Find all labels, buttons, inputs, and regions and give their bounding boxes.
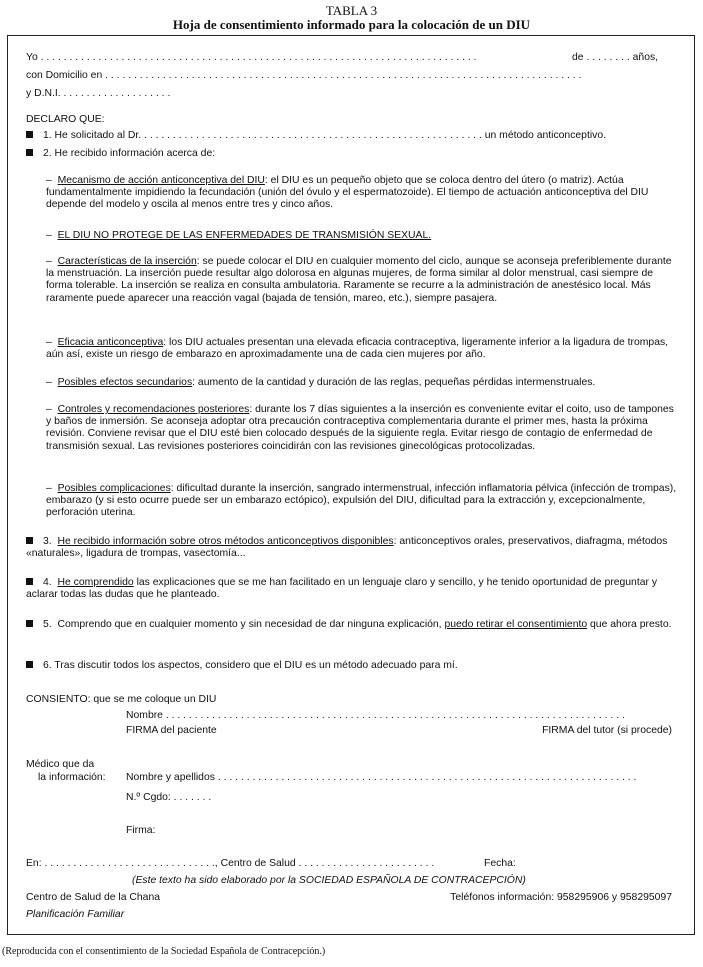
firma-medico-label: Firma:	[126, 825, 156, 836]
dash: –	[46, 404, 52, 415]
item-3-text: : anticonceptivos orales, preservativos, diafragma, métodos «naturales», ligadura de trompas, vasectomía...	[26, 536, 668, 560]
controles-text: : durante los 7 días siguientes a la inserción es conveniente evitar el coito, uso de tampones y baños de inmersión. Se aconseja adoptar otra precaución contraceptiva complementaria durante el primer mes, hasta la próxima revisión. Conviene revisar que el DIU esté bien colocado después de la siguiente regla. Evitar riesgo de contagio de enfermedad de transmisión sexual. Las revisiones posteriores coincidirán con las revisiones ginecológicas protocolizadas.	[46, 404, 674, 452]
item-1	[26, 129, 606, 142]
item-5-text-end: que ahora presto.	[587, 619, 672, 630]
age-line: de . . . . . . . . años,	[572, 52, 659, 63]
domicilio-line: con Domicilio en . . . . . . . . . . . . . . . . . . . . . . . . . . . . . . . . . . . . . . . . . . . . . . . . . . . . . . . . . . . . . . . . . . . . . . . . . . . . . . . . . . .	[26, 70, 582, 81]
dash: –	[46, 256, 52, 267]
dash: –	[46, 230, 52, 241]
item-4-text: las explicaciones que se me han facilitado en un lenguaje claro y sencillo, y he tenido oportunidad de preguntar y aclarar todas las dudas que he planteado.	[26, 577, 658, 601]
bullet-square-icon	[26, 620, 33, 627]
fecha-label: Fecha:	[484, 858, 516, 869]
centro-salud-name: Centro de Salud de la Chana	[26, 892, 161, 903]
en-line: En: . . . . . . . . . . . . . . . . . . . . . . . . . . . . . ., Centro de Salud . . . . . . . . . . . . . . . . . . . . . . . .	[26, 858, 435, 869]
item-5-label: puedo retirar el consentimiento	[444, 619, 588, 630]
reproduction-credit: (Reproducida con el consentimiento de la Sociedad Española de Contracepción.)	[2, 946, 326, 957]
bullet-square-icon	[26, 578, 33, 585]
bullet-square-icon	[26, 537, 33, 544]
item-2-text: 2. He recibido información acerca de:	[43, 148, 216, 159]
medico-label-1: Médico que da	[26, 759, 95, 770]
controles-label: Controles y recomendaciones posteriores	[57, 404, 250, 415]
efectos-paragraph	[46, 377, 678, 389]
table-title: Hoja de consentimiento informado para la colocación de un DIU	[172, 17, 531, 32]
telefonos-info: Teléfonos información: 958295906 y 958295097	[450, 892, 672, 903]
eficacia-text: : los DIU actuales presentan una elevada eficacia contraceptiva, ligeramente inferior a la ligadura de trompas, aún así, existe un riesgo de embarazo en aproximadamente una de cada cien mujeres por año.	[46, 337, 669, 361]
item-6	[26, 659, 458, 672]
dash: –	[46, 337, 52, 348]
item-2	[26, 147, 215, 160]
mecanismo-paragraph	[46, 175, 678, 212]
medico-label-2: la información:	[38, 772, 106, 783]
yo-line: Yo . . . . . . . . . . . . . . . . . . . . . . . . . . . . . . . . . . . . . . . . . . . . . . . . . . . . . . . . . . . . . . . . . . . . . . . . . . . .	[26, 52, 477, 63]
firma-paciente-label: FIRMA del paciente	[126, 725, 217, 736]
item-5	[26, 619, 678, 631]
item-1-text: 1. He solicitado al Dr. . . . . . . . . . . . . . . . . . . . . . . . . . . . . . . . . . . . . . . . . . . . . . . . . . . . . . . . . . . . un método anticonceptivo.	[43, 130, 607, 141]
declaro-heading: DECLARO QUE:	[26, 114, 105, 125]
bullet-square-icon	[26, 149, 33, 156]
item-3	[26, 536, 678, 560]
caracteristicas-paragraph	[46, 256, 678, 305]
item-3-number: 3.	[43, 536, 52, 547]
item-4	[26, 577, 678, 601]
no-protege-text: EL DIU NO PROTEGE DE LAS ENFERMEDADES DE TRANSMISIÓN SEXUAL.	[57, 230, 432, 241]
mecanismo-text: : el DIU es un pequeño objeto que se coloca dentro del útero (o matriz). Actúa fundamentalmente impidiendo la fecundación (unión del óvulo y el espermatozoide). El tiempo de actuación anticonceptiva del DIU depende del modelo y oscila al menos entre tres y cinco años.	[46, 175, 649, 211]
complicaciones-paragraph	[46, 483, 678, 520]
consiento-line: CONSIENTO: que se me coloque un DIU	[26, 694, 217, 705]
item-6-text: 6. Tras discutir todos los aspectos, considero que el DIU es un método adecuado para mí.	[43, 660, 458, 671]
dash: –	[46, 377, 52, 388]
dash: –	[46, 483, 52, 494]
nombre-line: Nombre . . . . . . . . . . . . . . . . . . . . . . . . . . . . . . . . . . . . . . . . . . . . . . . . . . . . . . . . . . . . . . . . . . . . . . . . . . . . . . . .	[126, 710, 625, 721]
no-protege-paragraph	[46, 230, 678, 242]
dni-line: y D.N.I. . . . . . . . . . . . . . . . . . . .	[26, 88, 171, 99]
efectos-label: Posibles efectos secundarios	[57, 377, 193, 388]
item-5-text: Comprendo que en cualquier momento y sin necesidad de dar ninguna explicación,	[57, 619, 445, 630]
table-caption	[0, 4, 703, 32]
efectos-text: : aumento de la cantidad y duración de las reglas, pequeñas pérdidas intermenstruales.	[192, 377, 596, 388]
controles-paragraph	[46, 404, 678, 453]
item-4-number: 4.	[43, 577, 52, 588]
consent-form	[7, 35, 695, 935]
mecanismo-label: Mecanismo de acción anticonceptiva del DIU	[57, 175, 265, 186]
item-3-label: He recibido información sobre otros métodos anticonceptivos disponibles	[57, 536, 394, 547]
planificacion-label: Planificación Familiar	[26, 909, 125, 920]
elaborado-note: (Este texto ha sido elaborado por la SOCIEDAD ESPAÑOLA DE CONTRACEPCIÓN)	[132, 875, 526, 886]
table-label: TABLA 3	[325, 3, 378, 18]
caracteristicas-label: Características de la inserción	[57, 256, 197, 267]
dash: –	[46, 175, 52, 186]
complicaciones-text: : dificultad durante la inserción, sangrado intermenstrual, infección inflamatoria pélvica (infección de trompas), embarazo (y si esto ocurre puede ser un embarazo ectópico), expulsión del DIU, dificultad para la extracción y, excepcionalmente, perforación uterina.	[46, 483, 677, 519]
complicaciones-label: Posibles complicaciones	[57, 483, 171, 494]
bullet-square-icon	[26, 661, 33, 668]
eficacia-paragraph	[46, 337, 678, 361]
item-5-number: 5.	[43, 619, 52, 630]
firma-tutor-label: FIRMA del tutor (si procede)	[542, 725, 672, 736]
bullet-square-icon	[26, 131, 33, 138]
colegiado-line: N.º Cgdo: . . . . . . .	[126, 792, 212, 803]
eficacia-label: Eficacia anticonceptiva	[57, 337, 164, 348]
item-4-label: He comprendido	[57, 577, 134, 588]
caracteristicas-text: : se puede colocar el DIU en cualquier momento del ciclo, aunque se aconseja preferiblemente durante la menstruación. La inserción puede resultar algo dolorosa en algunas mujeres, de forma similar al dolor menstrual, casi siempre de forma tolerable. La inserción se realiza en consulta ambulatoria. Raramente se recurre a la administración de anestésico local. Más raramente puede aparecer una reacción vagal (bajada de tensión, mareo, etc.), siempre pasajera.	[46, 256, 672, 304]
nombre-apellidos-line: Nombre y apellidos . . . . . . . . . . . . . . . . . . . . . . . . . . . . . . . . . . . . . . . . . . . . . . . . . . . . . . . . . . . . . . . . . . . . . . . . .	[126, 772, 637, 783]
